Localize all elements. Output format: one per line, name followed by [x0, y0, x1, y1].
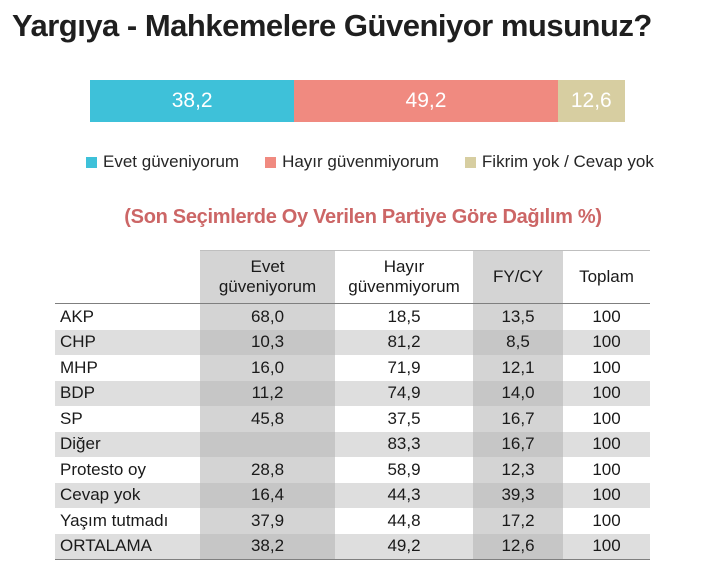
- cell-evet: [200, 432, 335, 458]
- cell-fycy: 16,7: [473, 406, 563, 432]
- row-label: Protesto oy: [60, 459, 146, 479]
- row-label: Cevap yok: [55, 483, 200, 509]
- cell-fycy: 12,6: [473, 534, 563, 560]
- legend-label-fikrim-yok: Fikrim yok / Cevap yok: [481, 152, 654, 171]
- legend: [86, 152, 654, 172]
- bar-segment-evet-value: 38,2: [171, 89, 213, 112]
- legend-swatch-hayir-icon: [265, 157, 276, 168]
- cell-hayir: 37,5: [387, 408, 421, 428]
- cell-evet: 45,8: [200, 406, 335, 432]
- table-row: [55, 330, 650, 356]
- party-distribution-table: [55, 250, 650, 560]
- legend-label-evet: Evet güveniyorum: [103, 152, 240, 171]
- cell-toplam: 100: [563, 330, 650, 356]
- legend-item-fikrim-yok: [465, 152, 654, 172]
- cell-fycy: 13,5: [473, 304, 563, 330]
- header-fycy: FY/CY: [473, 251, 563, 304]
- cell-evet: 37,9: [200, 508, 335, 534]
- row-label: CHP: [55, 330, 200, 356]
- cell-toplam: 100: [563, 381, 650, 407]
- table-row: [55, 457, 650, 483]
- cell-evet: 10,3: [200, 330, 335, 356]
- bar-segment-fikrim-yok-value: 12,6: [570, 89, 612, 112]
- table-row: [55, 508, 650, 534]
- cell-hayir: 18,5: [335, 304, 473, 330]
- cell-evet: 28,8: [200, 457, 335, 483]
- cell-hayir: 44,3: [335, 483, 473, 509]
- cell-hayir: 44,8: [387, 510, 421, 530]
- legend-item-evet: [86, 152, 239, 172]
- cell-hayir: 71,9: [387, 357, 421, 377]
- row-label: Diğer: [55, 432, 200, 458]
- table-row: [55, 432, 650, 458]
- row-label: MHP: [60, 357, 98, 377]
- cell-fycy: 39,3: [473, 483, 563, 509]
- table-row: [55, 406, 650, 432]
- table-caption: (Son Seçimlerde Oy Verilen Partiye Göre Dağılım %): [124, 206, 602, 228]
- cell-evet: 16,0: [200, 355, 335, 381]
- cell-evet: 38,2: [200, 534, 335, 560]
- cell-hayir: 83,3: [335, 432, 473, 458]
- header-toplam: Toplam: [563, 251, 650, 304]
- cell-fycy: 17,2: [473, 508, 563, 534]
- header-evet: Evet güveniyorum: [200, 251, 335, 304]
- row-label: Yaşım tutmadı: [60, 510, 169, 530]
- bar-segment-evet: [90, 80, 294, 122]
- legend-swatch-fikrim-yok-icon: [465, 157, 476, 168]
- cell-evet: 11,2: [200, 381, 335, 407]
- legend-label-hayir: Hayır güvenmiyorum: [282, 152, 439, 171]
- bar-segment-hayir: [294, 80, 557, 122]
- cell-hayir: 58,9: [387, 459, 421, 479]
- row-label: BDP: [55, 381, 200, 407]
- cell-toplam: 100: [592, 357, 621, 377]
- cell-toplam: 100: [592, 408, 621, 428]
- row-label: SP: [60, 408, 83, 428]
- table-row: [55, 355, 650, 381]
- header-hayir: Hayır güvenmiyorum: [335, 251, 473, 304]
- cell-evet: 68,0: [200, 304, 335, 330]
- cell-fycy: 12,1: [473, 355, 563, 381]
- table-row: [55, 483, 650, 509]
- row-label: AKP: [55, 304, 200, 330]
- cell-toplam: 100: [563, 304, 650, 330]
- cell-toplam: 100: [592, 510, 621, 530]
- table-row: [55, 534, 650, 560]
- bar-segment-fikrim-yok: [558, 80, 625, 122]
- cell-hayir: 81,2: [335, 330, 473, 356]
- legend-swatch-evet-icon: [86, 157, 97, 168]
- cell-hayir: 74,9: [335, 381, 473, 407]
- stacked-bar-chart: [90, 80, 625, 122]
- header-party: [55, 251, 200, 304]
- cell-toplam: 100: [563, 534, 650, 560]
- table-header-row: [55, 251, 650, 304]
- cell-toplam: 100: [563, 432, 650, 458]
- cell-fycy: 12,3: [473, 457, 563, 483]
- bar-segment-hayir-value: 49,2: [405, 89, 447, 112]
- table-row: [55, 381, 650, 407]
- cell-fycy: 16,7: [473, 432, 563, 458]
- cell-fycy: 8,5: [473, 330, 563, 356]
- page-title: Yargıya - Mahkemelere Güveniyor musunuz?: [12, 8, 652, 43]
- table-row: [55, 304, 650, 330]
- cell-evet: 16,4: [200, 483, 335, 509]
- cell-toplam: 100: [592, 459, 621, 479]
- cell-toplam: 100: [563, 483, 650, 509]
- legend-item-hayir: [265, 152, 439, 172]
- row-label: ORTALAMA: [55, 534, 200, 560]
- cell-fycy: 14,0: [473, 381, 563, 407]
- cell-hayir: 49,2: [335, 534, 473, 560]
